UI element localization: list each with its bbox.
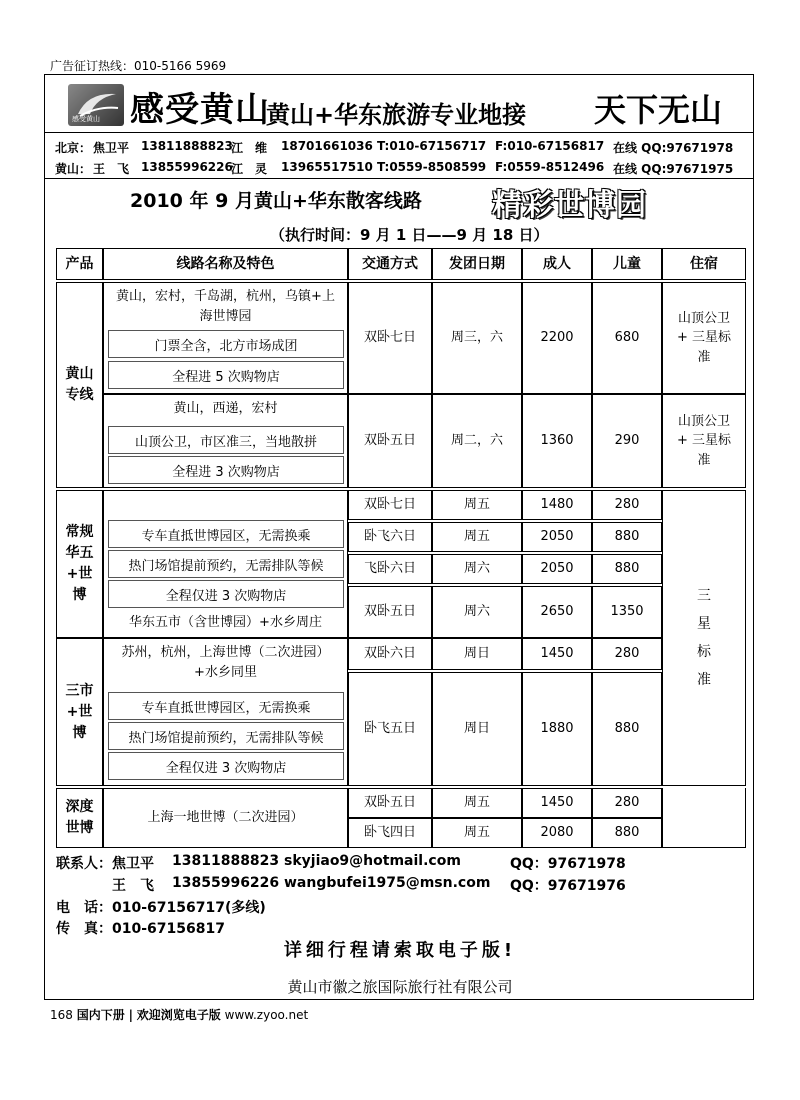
- child-price: 290: [592, 394, 662, 488]
- feature-box: [108, 692, 344, 720]
- contact-name: 王 飞: [112, 878, 154, 894]
- route-name: 黄山，西递，宏村: [173, 401, 278, 416]
- days-cell: 周三，六: [432, 282, 522, 394]
- feature-text: 全程仅进 3 次购物店: [165, 588, 287, 604]
- city-label: 北京：: [55, 141, 92, 155]
- route-cell: [103, 788, 348, 848]
- transport-cell: 卧飞五日: [348, 672, 432, 786]
- days-cell: 周五: [432, 522, 522, 552]
- lodging-text: 山顶公卫 + 三星标准: [676, 413, 732, 468]
- contact-tel: T:010-67156717: [377, 139, 487, 153]
- child-price: 680: [592, 282, 662, 394]
- feature-text: 门票全含，北方市场成团: [154, 338, 298, 354]
- contact-mobile: 13855996226: [141, 160, 233, 174]
- feature-text: 全程进 3 次购物店: [172, 464, 280, 480]
- feature-box: [108, 426, 344, 454]
- th-route: 线路名称及特色: [103, 248, 348, 280]
- tagline: 黄山+华东旅游专业地接: [266, 100, 527, 129]
- ad-hotline: 广告征订热线：010-5166 5969: [50, 59, 227, 73]
- page-number: 168: [50, 1008, 73, 1022]
- contact-person-row-2: [56, 875, 626, 895]
- transport-cell: 卧飞四日: [348, 818, 432, 848]
- adult-price: 2050: [522, 554, 592, 584]
- product-label: 常规华五+世博: [65, 524, 94, 603]
- child-price: 1350: [592, 586, 662, 638]
- footer-promo: 欢迎浏览电子版: [136, 1008, 221, 1022]
- slogan: 天下无山: [594, 91, 723, 129]
- days-cell: 周五: [432, 818, 522, 848]
- route-table: [56, 248, 746, 848]
- days-cell: 周五: [432, 788, 522, 818]
- section-name: 国内下册: [76, 1008, 125, 1022]
- product-huawu: [56, 490, 103, 638]
- contact-person: 焦卫平: [93, 141, 130, 155]
- product-label: 三市+世博: [65, 682, 94, 741]
- contact-qq: 在线 QQ:97671975: [613, 162, 734, 176]
- contact-row-huangshan: [55, 160, 733, 177]
- feature-text: 专车直抵世博园区，无需换乘: [141, 700, 311, 716]
- transport-cell: 双卧五日: [348, 788, 432, 818]
- contact-email-link[interactable]: wangbufei1975@msn.com: [284, 875, 491, 891]
- feature-text: 热门场馆提前预约，无需排队等候: [128, 558, 324, 574]
- lodging-shared: [662, 490, 746, 786]
- brand-title: 感受黄山: [130, 90, 270, 130]
- page-footer: [50, 1006, 308, 1023]
- days-cell: 周日: [432, 672, 522, 786]
- days-cell: 周五: [432, 490, 522, 520]
- execution-period: （执行时间：9 月 1 日——9 月 18 日）: [270, 226, 549, 244]
- adult-price: 2650: [522, 586, 592, 638]
- lodging-text: 山顶公卫 + 三星标准: [676, 310, 732, 365]
- headline-highlight: 精彩世博园: [492, 188, 647, 223]
- days-cell: 周六: [432, 554, 522, 584]
- child-price: 280: [592, 638, 662, 670]
- contact-mobile: 13855996226: [172, 875, 280, 891]
- contact-name: 焦卫平: [112, 856, 154, 872]
- child-price: 880: [592, 672, 662, 786]
- days-cell: 周二，六: [432, 394, 522, 488]
- product-shendu: [56, 788, 103, 848]
- lodging-cell: [662, 394, 746, 488]
- contact-qq: QQ：97671978: [510, 856, 626, 872]
- contact-person-2: 江 维: [231, 141, 268, 155]
- product-sanshi: [56, 638, 103, 786]
- headline-title: 2010 年 9 月黄山+华东散客线路: [130, 190, 422, 212]
- adult-price: 2050: [522, 522, 592, 552]
- feature-text: 专车直抵世博园区，无需换乘: [141, 528, 311, 544]
- contact-label: 联系人：: [56, 856, 112, 872]
- call-to-action: 详细行程请索取电子版!: [283, 940, 517, 961]
- adult-price: 2200: [522, 282, 592, 394]
- contact-qq: 在线 QQ:97671978: [613, 141, 734, 155]
- th-days: 发团日期: [432, 248, 522, 280]
- adult-price: 1480: [522, 490, 592, 520]
- feature-box: [108, 550, 344, 578]
- th-transport: 交通方式: [348, 248, 432, 280]
- th-product: 产品: [56, 248, 103, 280]
- divider: [44, 132, 754, 133]
- footer-divider: |: [128, 1008, 133, 1022]
- contact-email-link[interactable]: skyjiao9@hotmail.com: [284, 853, 461, 869]
- divider: [44, 178, 754, 179]
- child-price: 880: [592, 554, 662, 584]
- th-adult: 成人: [522, 248, 592, 280]
- lodging-cell: [662, 282, 746, 394]
- adult-price: 1880: [522, 672, 592, 786]
- feature-box: [108, 722, 344, 750]
- contact-mobile-2: 18701661036: [281, 139, 373, 153]
- product-label: 深度世博: [65, 799, 94, 836]
- contact-person-2: 江 灵: [231, 162, 268, 176]
- lodging-empty: [662, 788, 746, 848]
- logo: [68, 84, 124, 126]
- transport-cell: 卧飞六日: [348, 522, 432, 552]
- days-cell: 周六: [432, 586, 522, 638]
- contact-person-row-1: [56, 853, 626, 873]
- child-price: 280: [592, 788, 662, 818]
- product-label: 黄山专线: [65, 366, 94, 403]
- logo-text: 感受黄山: [72, 115, 100, 123]
- child-price: 880: [592, 818, 662, 848]
- contact-mobile-2: 13965517510: [281, 160, 373, 174]
- route-name: 黄山，宏村，千岛湖，杭州，乌镇+上海世博园: [116, 289, 335, 324]
- contact-mobile: 13811888823: [141, 139, 233, 153]
- route-name: 上海一地世博（二次进园）: [147, 810, 304, 826]
- feature-box: [108, 330, 344, 358]
- th-child: 儿童: [592, 248, 662, 280]
- transport-cell: 飞卧六日: [348, 554, 432, 584]
- adult-price: 1450: [522, 638, 592, 670]
- footer-url-link[interactable]: www.zyoo.net: [224, 1008, 309, 1022]
- office-fax: 传 真：010-67156817: [56, 921, 225, 937]
- contact-mobile: 13811888823: [172, 853, 280, 869]
- contact-row-beijing: [55, 139, 733, 156]
- feature-text: 全程进 5 次购物店: [172, 369, 280, 385]
- child-price: 880: [592, 522, 662, 552]
- feature-box: [108, 456, 344, 484]
- adult-price: 1360: [522, 394, 592, 488]
- lodging-text: 三星标准: [697, 588, 711, 688]
- feature-box: [108, 520, 344, 548]
- product-huangshan: [56, 282, 103, 488]
- days-cell: 周日: [432, 638, 522, 670]
- feature-text: 山顶公卫，市区准三，当地散拼: [134, 434, 317, 450]
- feature-text: 全程仅进 3 次购物店: [165, 760, 287, 776]
- transport-cell: 双卧七日: [348, 282, 432, 394]
- transport-cell: 双卧五日: [348, 394, 432, 488]
- adult-price: 2080: [522, 818, 592, 848]
- transport-cell: 双卧七日: [348, 490, 432, 520]
- contact-fax: F:0559-8512496: [495, 160, 605, 174]
- feature-text: 热门场馆提前预约，无需排队等候: [128, 730, 324, 746]
- contact-tel: T:0559-8508599: [377, 160, 487, 174]
- feature-box: [108, 361, 344, 389]
- city-label: 黄山：: [55, 162, 92, 176]
- contact-fax: F:010-67156817: [495, 139, 605, 153]
- feature-box: [108, 580, 344, 608]
- th-lodging: 住宿: [662, 248, 746, 280]
- adult-price: 1450: [522, 788, 592, 818]
- office-tel: 电 话：010-67156717(多线): [56, 900, 266, 916]
- route-name: 苏州，杭州，上海世博（二次进园）+水乡同里: [121, 645, 330, 680]
- feature-box: [108, 752, 344, 780]
- transport-cell: 双卧六日: [348, 638, 432, 670]
- child-price: 280: [592, 490, 662, 520]
- contact-person: 王 飞: [93, 162, 130, 176]
- route-name: 华东五市（含世博园）+水乡周庄: [129, 615, 322, 630]
- transport-cell: 双卧五日: [348, 586, 432, 638]
- company-name: 黄山市徽之旅国际旅行社有限公司: [287, 978, 513, 996]
- contact-qq: QQ：97671976: [510, 878, 626, 894]
